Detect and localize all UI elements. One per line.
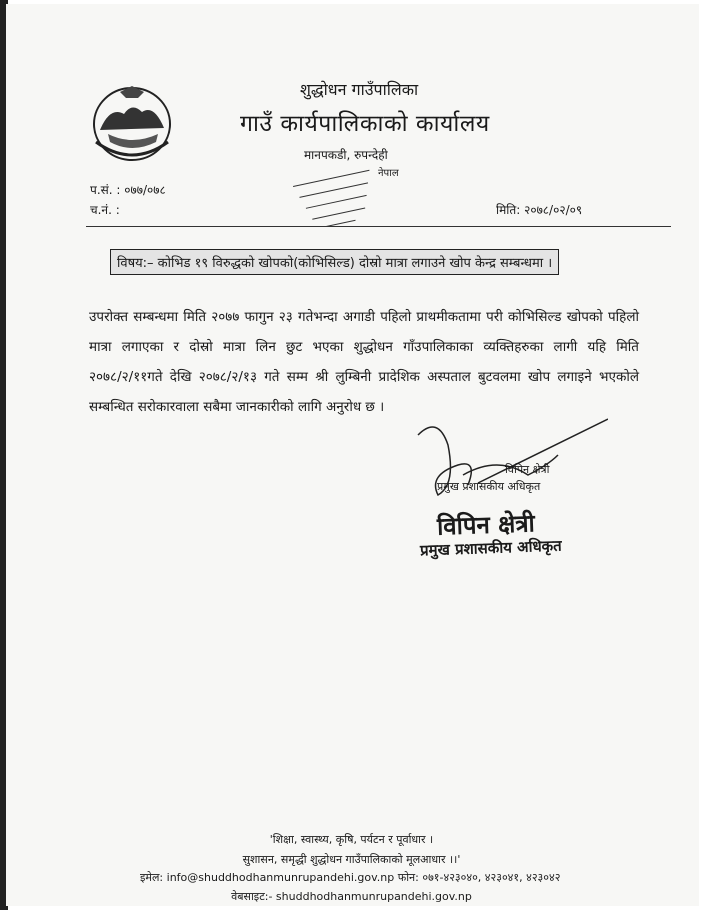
title-stamp: प्रमुख प्रशासकीय अधिकृत	[419, 536, 563, 560]
office-address: मानपकडी, रुपन्देही	[304, 148, 388, 162]
municipality-name: शुद्धोधन गाउँपालिका	[300, 80, 419, 99]
nepal-emblem-icon	[90, 84, 174, 164]
signatory-title: प्रमुख प्रशासकीय अधिकृत	[437, 480, 541, 493]
letter-date: मिति: २०७८/०२/०९	[496, 203, 583, 217]
footer-contact: इमेल: info@shuddhodhanmunrupandehi.gov.np फोन: ०७१-४२३०४०, ४२३०४१, ४२३०४२	[140, 871, 561, 884]
signatory-name: विपिन क्षेत्री	[505, 463, 550, 476]
reference-number: प.सं. : ०७७/०७८	[90, 183, 166, 197]
footer-motto-2: सुशासन, समृद्धी शुद्धोधन गाउँपालिकाको मूलआधार ।।'	[242, 853, 461, 866]
office-stamp	[290, 158, 380, 234]
header-divider	[86, 226, 671, 227]
subject-line: विषय:– कोभिड १९ विरुद्धको खोपको(कोभिसिल्ड) दोस्रो मात्रा लगाउने खोप केन्द्र सम्बन्धमा ।	[110, 249, 559, 275]
letter-body: उपरोक्त सम्बन्धमा मिति २०७७ फागुन २३ गतेभन्दा अगाडी पहिलो प्राथमीकतामा परी कोभिसिल्ड खोपको पहिलो मात्रा लगाएका र दोस्रो मात्रा लिन छुट भएका शुद्धोधन गाँउपालिकाका व्यक्तिहरुका लागी यहि मिति २०७८/२/११गते देखि २०७८/२/१३ गते सम्म श्री लुम्बिनी प्रादेशिक अस्पताल बुटवलमा खोप लगाइने भएकोले सम्बन्धित सरोकारवाला सबैमा जानकारीको लागि अनुरोध छ ।	[89, 309, 639, 415]
office-title: गाउँ कार्यपालिकाको कार्यालय	[240, 111, 490, 137]
office-country: नेपाल	[378, 168, 399, 179]
dispatch-number: च.नं. :	[90, 203, 120, 217]
footer-website: वेबसाइट:- shuddhodhanmunrupandehi.gov.np	[231, 890, 472, 903]
name-stamp: विपिन क्षेत्री	[436, 509, 536, 541]
footer-motto-1: 'शिक्षा, स्वास्थ्य, कृषि, पर्यटन र पूर्वाधार ।	[269, 833, 434, 846]
